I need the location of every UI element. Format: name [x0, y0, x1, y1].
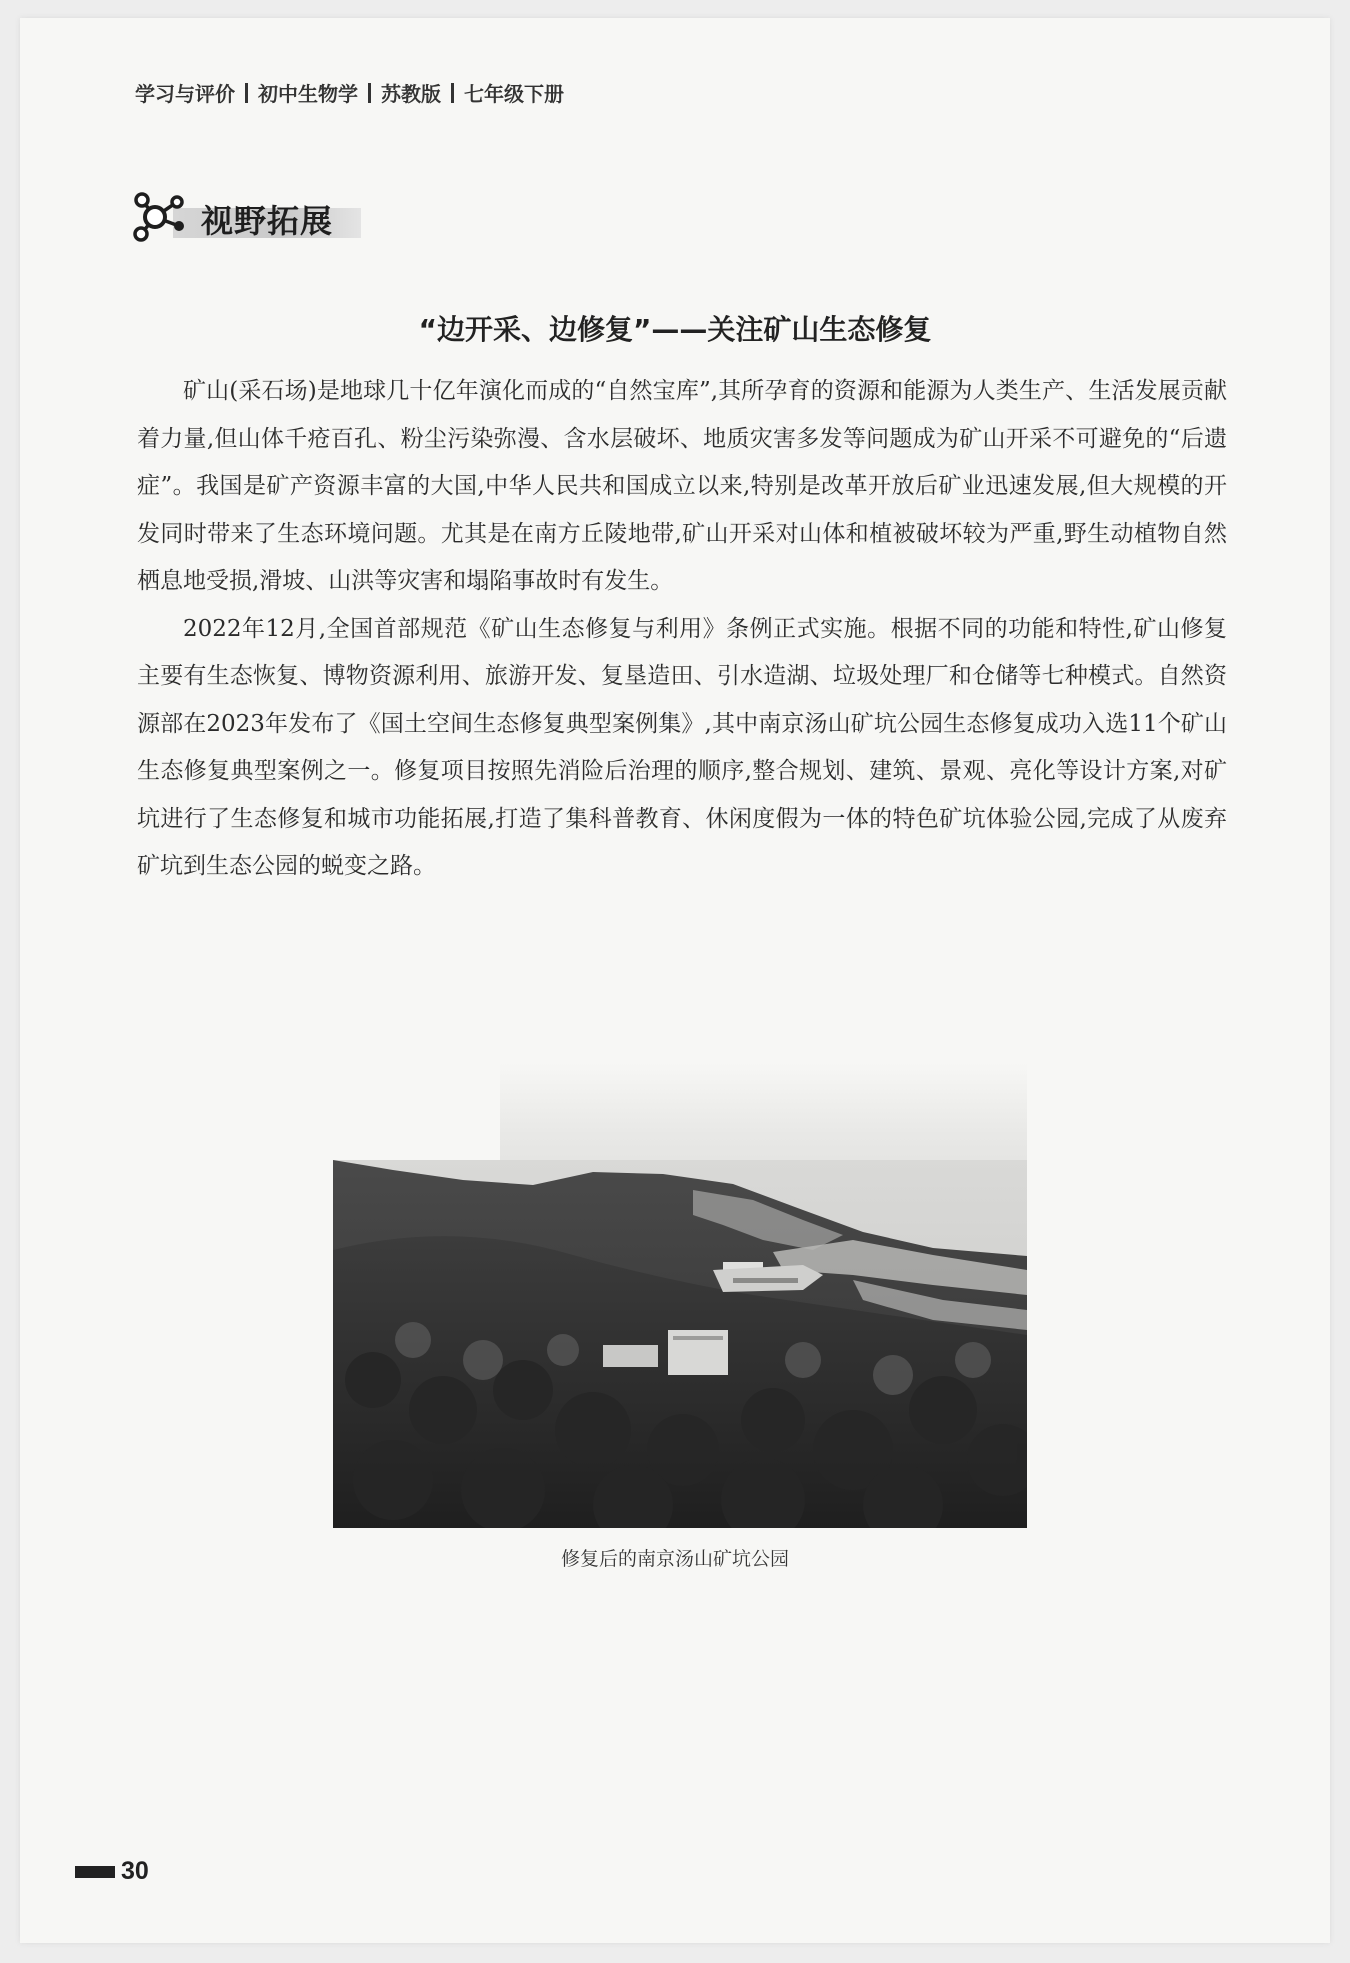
header-subject: 初中生物学 — [258, 82, 358, 106]
header-separator — [245, 83, 248, 103]
header-separator — [368, 83, 371, 103]
paragraph: 2022年12月,全国首部规范《矿山生态修复与利用》条例正式实施。根据不同的功能和特性,矿山修复主要有生态恢复、博物资源利用、旅游开发、复垦造田、引水造湖、垃圾处理厂和仓储等七种模式。自然资源部在2023年发布了《国土空间生态修复典型案例集》,其中南京汤山矿坑公园生态修复成功入选11个矿山生态修复典型案例之一。修复项目按照先消险后治理的顺序,整合规划、建筑、景观、亮化等设计方案,对矿坑进行了生态修复和城市功能拓展,打造了集科普教育、休闲度假为一体的特色矿坑体验公园,完成了从废弃矿坑到生态公园的蜕变之路。 — [137, 615, 1227, 879]
molecule-icon — [133, 188, 193, 244]
figure-caption: 修复后的南京汤山矿坑公园 — [560, 1548, 789, 1570]
paragraph: 矿山(采石场)是地球几十亿年演化而成的“自然宝库”,其所孕育的资源和能源为人类生产、生活发展贡献着力量,但山体千疮百孔、粉尘污染弥漫、含水层破坏、地质灾害多发等问题成为矿山开采不可避免的“后遗症”。我国是矿产资源丰富的大国,中华人民共和国成立以来,特别是改革开放后矿业迅速发展,但大规模的开发同时带来了生态环境问题。尤其是在南方丘陵地带,矿山开采对山体和植被破坏较为严重,野生动植物自然栖息地受损,滑坡、山洪等灾害和塌陷事故时有发生。 — [137, 378, 1227, 594]
park-photo-illustration — [333, 1160, 1027, 1528]
page-number-bar — [75, 1866, 115, 1878]
park-photo — [333, 1160, 1027, 1528]
section-banner — [133, 188, 361, 244]
section-title: 视野拓展 — [201, 202, 334, 240]
header-grade: 七年级下册 — [464, 82, 564, 106]
header-series: 学习与评价 — [135, 82, 235, 106]
article-title: “边开采、边修复”——关注矿山生态修复 — [418, 313, 932, 346]
page-number: 30 — [121, 1857, 149, 1885]
header-edition: 苏教版 — [381, 82, 441, 106]
running-header — [135, 78, 564, 107]
article-body — [137, 368, 1227, 891]
page-sheet — [20, 18, 1330, 1943]
header-separator — [451, 83, 454, 103]
